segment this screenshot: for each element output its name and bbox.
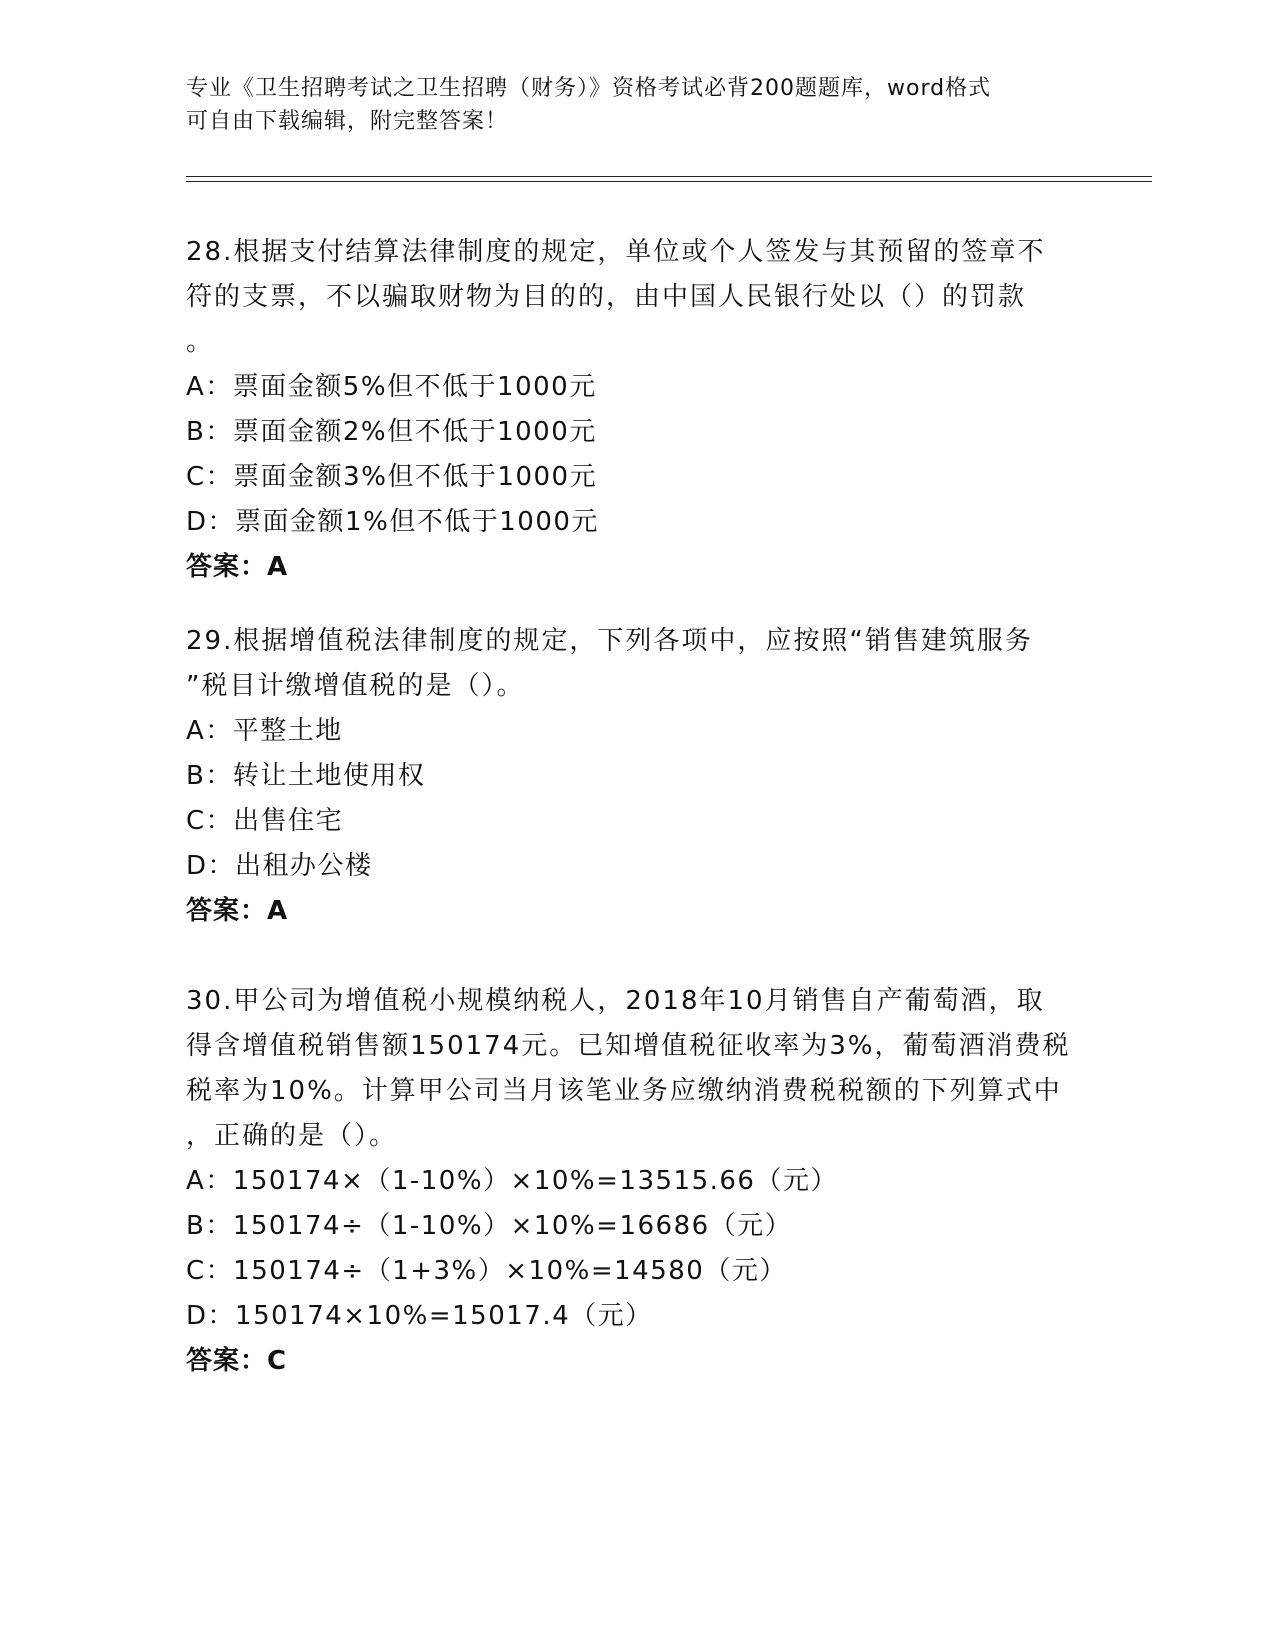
answer: 答案：C (186, 1346, 288, 1376)
option-b: B：票面金额2%但不低于1000元 (186, 417, 597, 447)
question-30 (186, 979, 1076, 1384)
option-a: A：平整土地 (186, 716, 343, 746)
option-a: A：150174×（1-10%）×10%=13515.66（元） (186, 1166, 838, 1196)
question-stem (186, 619, 1076, 709)
option-c: C：出售住宅 (186, 806, 344, 836)
stem-line: 得含增值税销售额150174元。已知增值税征收率为3%，葡萄酒消费税 (186, 1031, 1071, 1061)
question-28 (186, 230, 1076, 590)
stem-line: 29.根据增值税法律制度的规定，下列各项中，应按照“销售建筑服务 (186, 626, 1033, 656)
question-29 (186, 619, 1076, 934)
stem-line: ，正确的是（）。 (186, 1121, 398, 1151)
header-divider-bottom (186, 181, 1152, 182)
stem-line: ”税目计缴增值税的是（）。 (186, 671, 525, 701)
option-d: D：票面金额1%但不低于1000元 (186, 507, 599, 537)
question-stem (186, 230, 1076, 365)
stem-line: 税率为10%。计算甲公司当月该笔业务应缴纳消费税税额的下列算式中 (186, 1076, 1062, 1106)
option-c: C：票面金额3%但不低于1000元 (186, 462, 598, 492)
question-stem (186, 979, 1076, 1159)
document-header (186, 72, 1086, 138)
header-line-1: 专业《卫生招聘考试之卫生招聘（财务）》资格考试必背200题题库，word格式 (186, 76, 992, 101)
option-d: D：出租办公楼 (186, 851, 373, 881)
header-divider-top (186, 176, 1152, 177)
header-line-2: 可自由下载编辑，附完整答案！ (186, 109, 509, 134)
option-b: B：150174÷（1-10%）×10%=16686（元） (186, 1211, 793, 1241)
stem-line: 。 (186, 327, 215, 357)
answer: 答案：A (186, 552, 289, 582)
option-d: D：150174×10%=15017.4（元） (186, 1301, 653, 1331)
option-a: A：票面金额5%但不低于1000元 (186, 372, 597, 402)
stem-line: 30.甲公司为增值税小规模纳税人，2018年10月销售自产葡萄酒，取 (186, 986, 1045, 1016)
answer: 答案：A (186, 896, 289, 926)
option-b: B：转让土地使用权 (186, 761, 426, 791)
stem-line: 符的支票，不以骗取财物为目的的，由中国人民银行处以（）的罚款 (186, 282, 1027, 312)
option-c: C：150174÷（1+3%）×10%=14580（元） (186, 1256, 787, 1286)
stem-line: 28.根据支付结算法律制度的规定，单位或个人签发与其预留的签章不 (186, 237, 1046, 267)
